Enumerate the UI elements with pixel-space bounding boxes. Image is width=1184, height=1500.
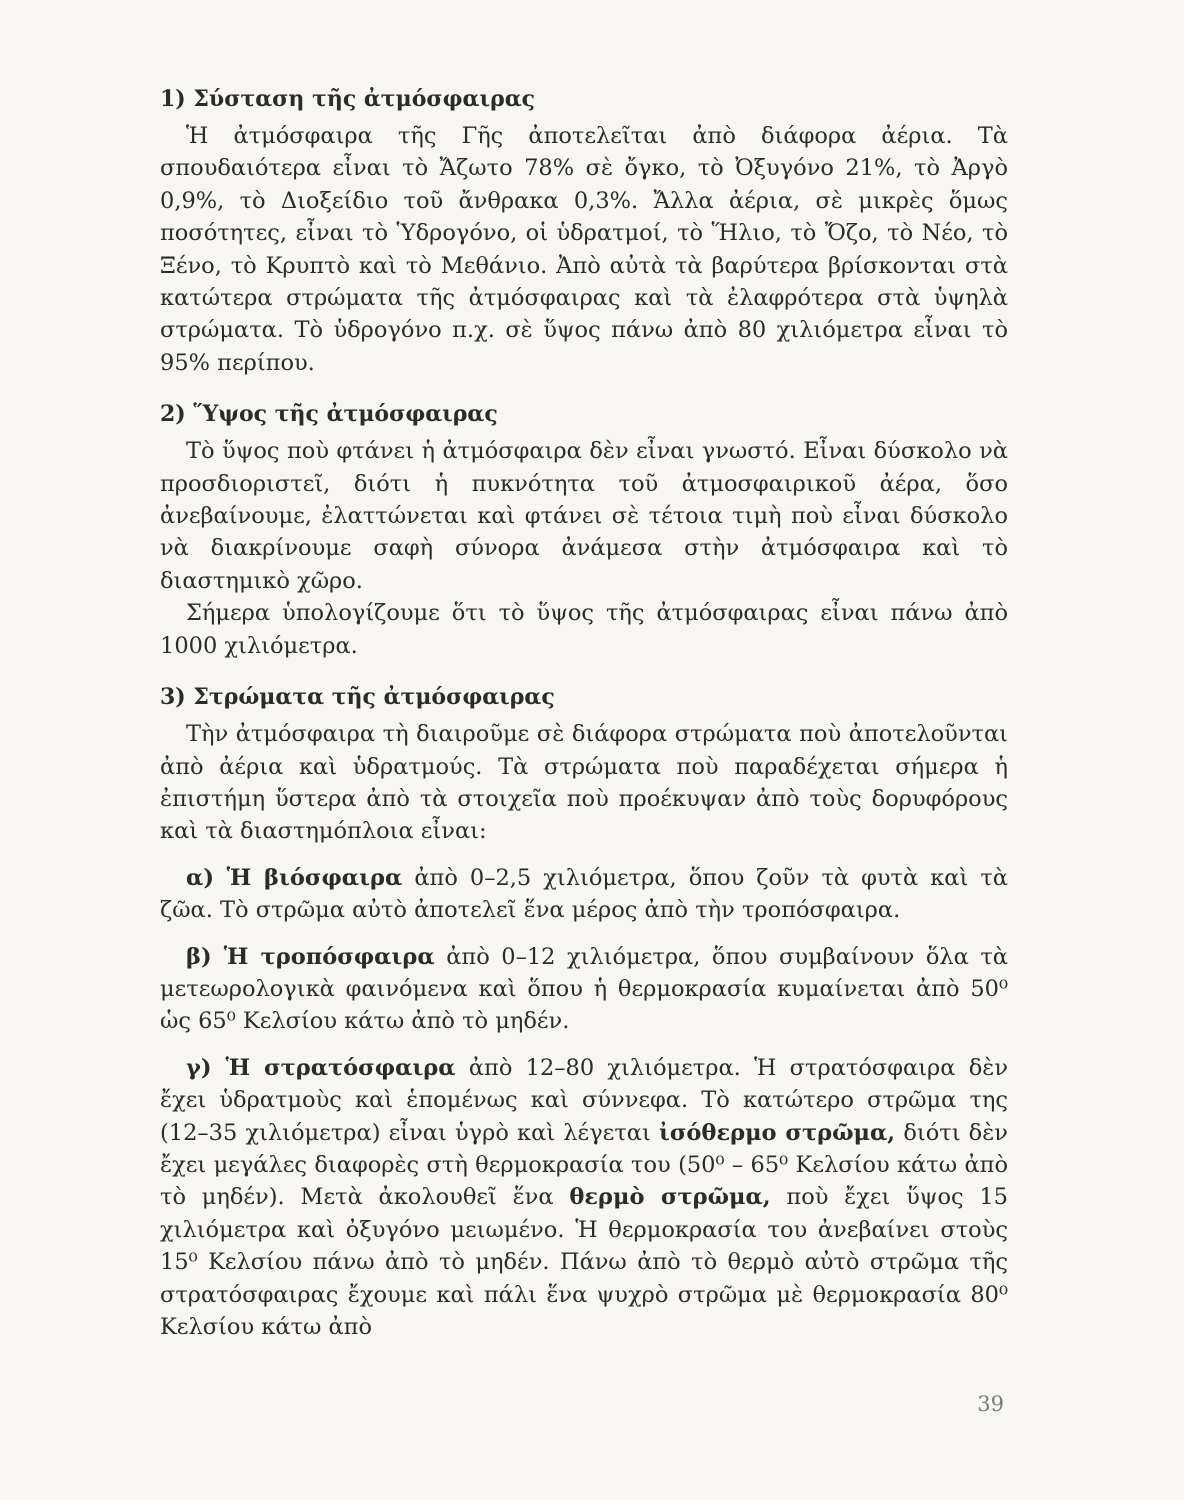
layer-stratosphere — [160, 1052, 1008, 1344]
layer-stratosphere-text-1: ἀπὸ 12–80 χιλιόμετρα. Ἡ στρατόσφαιρα δὲν ἔχει ὑδρατμοὺς καὶ ἑπομένως καὶ σύννεφα. Τὸ κατώτερο στρῶμα της (12–35 χιλιόμετρα) εἶναι ὑγρὸ καὶ λέγεται — [160, 1054, 1008, 1146]
layer-troposphere-text: ἀπὸ 0–12 χιλιόμετρα, ὅπου συμβαίνουν ὅλα τὰ μετεωρολογικὰ φαινόμενα καὶ ὅπου ἡ θερμοκρασία κυμαίνεται ἀπὸ 50⁰ ὡς 65⁰ Κελσίου κάτω ἀπὸ τὸ μηδέν. — [160, 943, 1009, 1035]
paragraph-height-2: Σήμερα ὑπολογίζουμε ὅτι τὸ ὕψος τῆς ἀτμόσφαιρας εἶναι πάνω ἀπὸ 1000 χιλιόμετρα. — [160, 600, 1008, 659]
spacer — [160, 1038, 1008, 1052]
paragraph-composition: Ἡ ἀτμόσφαιρα τῆς Γῆς ἀποτελεῖται ἀπὸ διάφορα ἀέρια. Τὰ σπουδαιότερα εἶναι τὸ Ἄζωτο 78% σὲ ὄγκο, τὸ Ὀξυγόνο 21%, τὸ Ἀργὸ 0,9%, τὸ Διοξείδιο τοῦ ἄνθρακα 0,3%. Ἄλλα ἀέρια, σὲ μικρὲς ὅμως ποσότητες, εἶναι τὸ Ὑδρογόνο, οἱ ὑδρατμοί, τὸ Ἥλιο, τὸ Ὄζο, τὸ Νέο, τὸ Ξένο, τὸ Κρυπτὸ καὶ τὸ Μεθάνιο. Ἀπὸ αὐτὰ τὰ βαρύτερα βρίσκονται στὰ κατώτερα στρώματα τῆς ἀτμόσφαιρας καὶ τὰ ἐλαφρότερα στὰ ὑψηλὰ στρώματα. Τὸ ὑδρογόνο π.χ. σὲ ὕψος πάνω ἀπὸ 80 χιλιόμετρα εἶναι τὸ 95% περίπου. — [160, 123, 1008, 376]
layer-stratosphere-label: γ) Ἡ στρατόσφαιρα — [186, 1054, 456, 1081]
spacer — [160, 927, 1008, 941]
section-title-composition: 1) Σύσταση τῆς ἀτμόσφαιρας — [160, 86, 536, 112]
page-number: 39 — [977, 1392, 1004, 1416]
layer-biosphere-text: ἀπὸ 0–2,5 χιλιόμετρα, ὅπου ζοῦν τὰ φυτὰ καὶ τὰ ζῶα. Τὸ στρῶμα αὐτὸ ἀποτελεῖ ἕνα μέρος ἀπὸ τὴν τροπόσφαιρα. — [160, 864, 1008, 924]
section-title-height: 2) Ὕψος τῆς ἀτμόσφαιρας — [160, 401, 498, 428]
layer-biosphere-label: α) Ἡ βιόσφαιρα — [186, 864, 403, 891]
paragraph-layers-intro: Τὴν ἀτμόσφαιρα τὴ διαιροῦμε σὲ διάφορα στρώματα ποὺ ἀποτελοῦνται ἀπὸ ἀέρια καὶ ὑδρατμούς. Τὰ στρώματα ποὺ παραδέχεται σήμερα ἡ ἐπιστήμη ὕστερα ἀπὸ τὰ στοιχεῖα ποὺ προέκυψαν ἀπὸ τοὺς δορυφόρους καὶ τὰ διαστημόπλοια εἶναι: — [160, 721, 1008, 845]
layer-troposphere-label: β) Ἡ τροπόσφαιρα — [186, 943, 435, 970]
spacer — [160, 379, 1008, 399]
page-body — [160, 84, 1008, 1343]
spacer — [160, 662, 1008, 682]
paragraph-height-1: Τὸ ὕψος ποὺ φτάνει ἡ ἀτμόσφαιρα δὲν εἶναι γνωστό. Εἶναι δύσκολο νὰ προσδιοριστεῖ, διότι ἡ πυκνότητα τοῦ ἀτμοσφαιρικοῦ ἀέρα, ὅσο ἀνεβαίνουμε, ἐλαττώνεται καὶ φτάνει σὲ τέτοια τιμὴ ποὺ εἶναι δύσκολο νὰ διακρίνουμε σαφὴ σύνορα ἀνάμεσα στὴν ἀτμόσφαιρα καὶ τὸ διαστημικὸ χῶρο. — [160, 438, 1008, 594]
layer-troposphere — [160, 941, 1008, 1038]
layer-stratosphere-text-3: ποὺ ἔχει ὕψος 15 χιλιόμετρα καὶ ὀξυγόνο μειωμένο. Ἡ θερμοκρασία του ἀνεβαίνει στοὺς 15⁰ Κελσίου πάνω ἀπὸ τὸ μηδέν. Πάνω ἀπὸ τὸ θερμὸ αὐτὸ στρῶμα τῆς στρατόσφαιρας ἔχουμε καὶ πάλι ἕνα ψυχρὸ στρῶμα μὲ θερμοκρασία 80⁰ Κελσίου κάτω ἀπὸ — [160, 1184, 1008, 1340]
isothermal-layer-term: ἰσόθερμο στρῶμα, — [658, 1119, 896, 1146]
warm-layer-term: θερμὸ στρῶμα, — [569, 1184, 771, 1211]
layer-stratosphere-text-2: διότι δὲν ἔχει μεγάλες διαφορὲς στὴ θερμοκρασία του (50⁰ – 65⁰ Κελσίου κάτω ἀπὸ τὸ μηδέν). Μετὰ ἀκολουθεῖ ἕνα — [160, 1119, 1008, 1211]
spacer — [160, 848, 1008, 862]
section-title-layers: 3) Στρώματα τῆς ἀτμόσφαιρας — [160, 684, 555, 711]
layer-biosphere — [160, 862, 1008, 927]
